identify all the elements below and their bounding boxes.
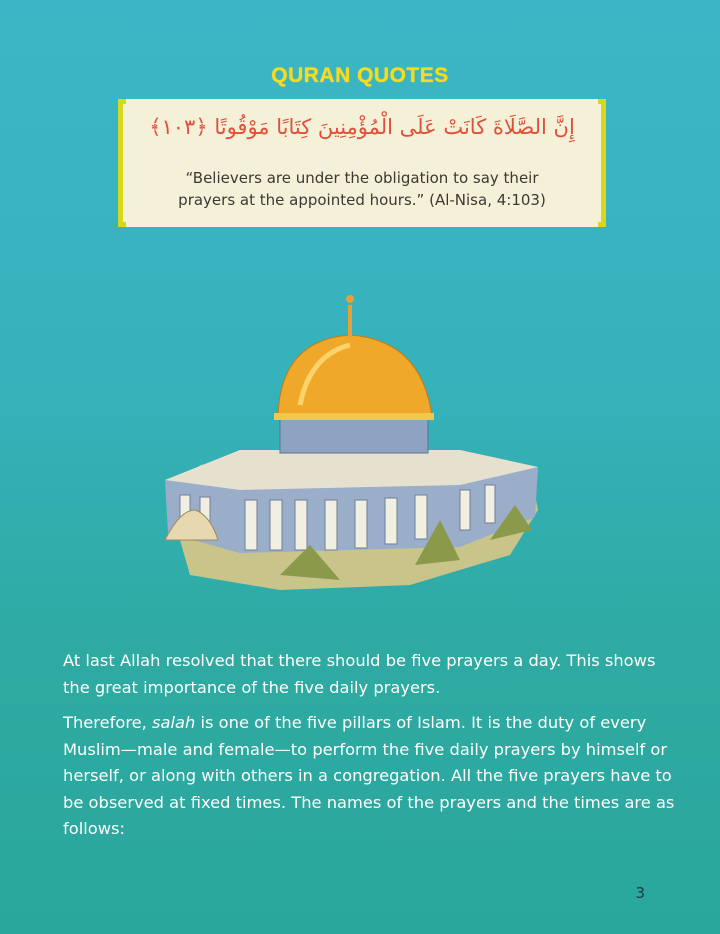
dome-of-the-rock-illustration	[160, 285, 545, 595]
paragraph	[63, 710, 683, 843]
quran-quote-box	[118, 99, 606, 227]
translation-line: prayers at the appointed hours.” (Al-Nisa, 4:103)	[178, 191, 546, 209]
section-heading: QURAN QUOTES	[271, 64, 449, 87]
text: Therefore,	[63, 713, 153, 732]
paragraph: At last Allah resolved that there should be five prayers a day. This shows the great importance of the five daily prayers.	[63, 651, 656, 697]
body-text	[63, 648, 683, 852]
arabic-verse: إِنَّ الصَّلَاةَ كَانَتْ عَلَى الْمُؤْمِنِينَ كِتَابًا مَوْقُوتًا ﴿١٠٣﴾	[149, 115, 575, 139]
italic-term: salah	[152, 713, 196, 732]
page-number: 3	[635, 884, 645, 902]
verse-translation	[118, 167, 606, 211]
text: is one of the five pillars of Islam. It is the duty of every Muslim—male and female—to perform the five daily prayers by himself or herself, or along with others in a congregation. All the five prayers have to be observed at fixed times. The names of the prayers and the times are as follows:	[63, 713, 675, 838]
translation-line: “Believers are under the obligation to say their	[185, 169, 539, 187]
